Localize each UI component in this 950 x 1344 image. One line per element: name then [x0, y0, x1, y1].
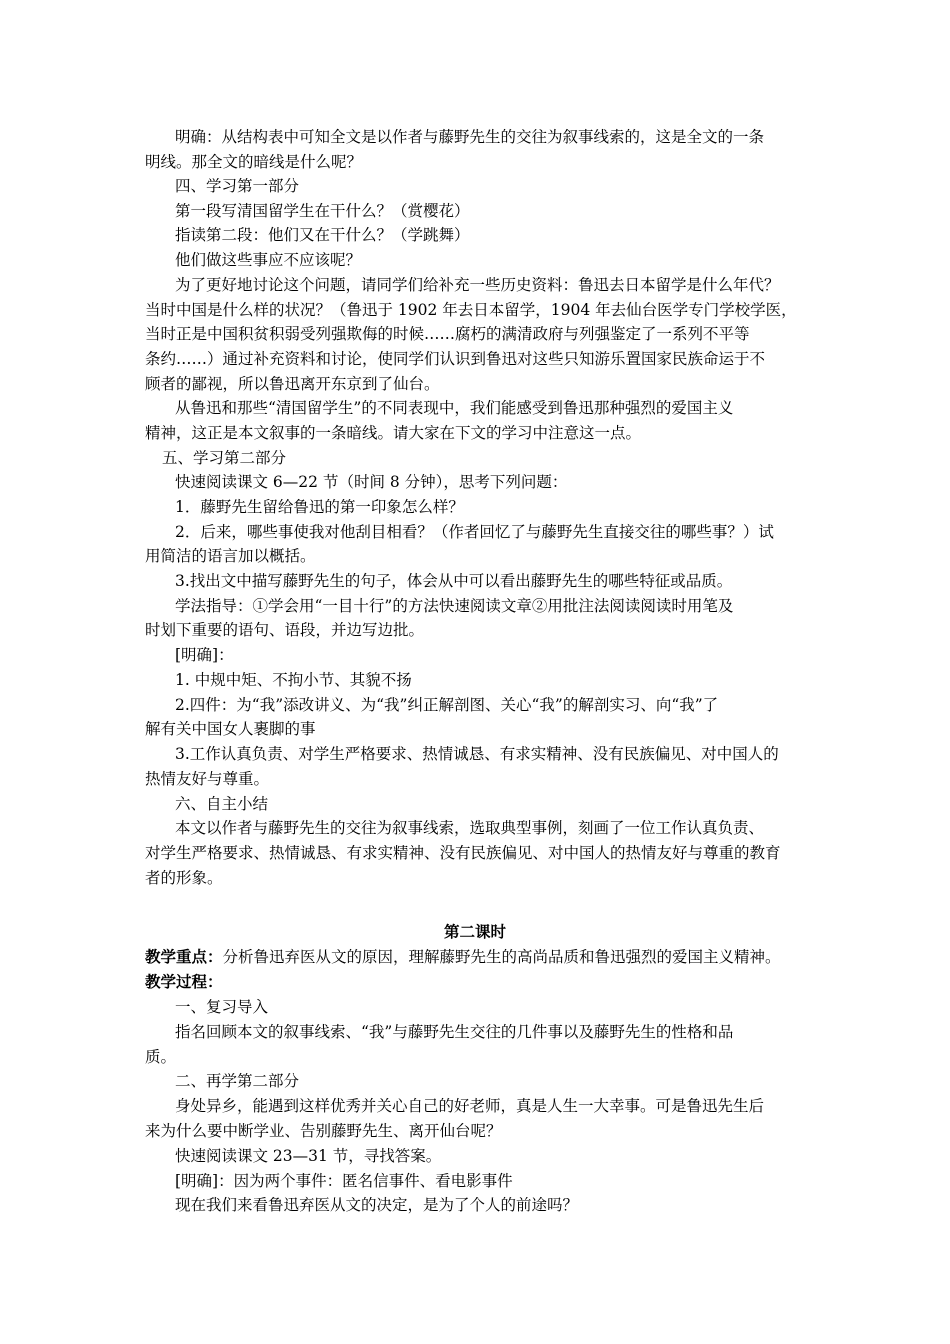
answer-item-2: 2.四件：为“我”添改讲义、为“我”纠正解剖图、关心“我”的解剖实习、向“我”了 — [175, 696, 719, 714]
history-paragraph-line: 条约……）通过补充资料和讨论，使同学们认识到鲁迅对这些只知游乐置国家民族命运于不 — [145, 350, 766, 368]
history-paragraph-line: 当时正是中国积贫积弱受列强欺侮的时候……腐朽的满清政府与列强鉴定了一系列不平等 — [145, 325, 750, 343]
method-guide-line: 学法指导：①学会用“一目十行”的方法快速阅读文章②用批注法阅读阅读时用笔及 — [175, 597, 734, 615]
review-line: 指名回顾本文的叙事线索、“我”与藤野先生交往的几件事以及藤野先生的性格和品 — [175, 1023, 734, 1041]
task-item-2: 2．后来，哪些事使我对他刮目相看？（作者回忆了与藤野先生直接交往的哪些事？）试 — [175, 523, 774, 541]
section-heading-6: 六、自主小结 — [175, 795, 269, 813]
teaching-process-label: 教学过程： — [145, 972, 223, 991]
lesson-title: 第二课时 — [443, 922, 506, 941]
question-line: 现在我们来看鲁迅弃医从文的决定，是为了个人的前途吗？ — [175, 1196, 579, 1214]
discussion-line: 身处异乡，能遇到这样优秀并关心自己的好老师，真是人生一大幸事。可是鲁迅先生后 — [175, 1097, 765, 1115]
discussion-line: 来为什么要中断学业、告别藤野先生、离开仙台呢？ — [145, 1122, 502, 1140]
answer-item-2: 解有关中国女人裹脚的事 — [145, 720, 316, 738]
summary-line: 对学生严格要求、热情诚恳、有求实精神、没有民族偏见、对中国人的热情友好与尊重的教育 — [145, 844, 781, 862]
answer-item-3: 3.工作认真负责、对学生严格要求、热情诚恳、有求实精神、没有民族偏见、对中国人的 — [175, 745, 779, 763]
section-heading-4: 四、学习第一部分 — [175, 177, 300, 195]
section-heading-5: 五、学习第二部分 — [162, 449, 287, 467]
teaching-focus-label: 教学重点： — [145, 947, 223, 966]
question-line: 他们做这些事应不应该呢？ — [175, 251, 362, 269]
clarify-paragraph-line: 明确：从结构表中可知全文是以作者与藤野先生的交往为叙事线索的，这是全文的一条 — [175, 128, 765, 146]
summary-line: 者的形象。 — [145, 869, 223, 887]
task-item-2: 用简洁的语言加以概括。 — [145, 547, 316, 565]
question-line: 指读第二段：他们又在干什么？（学跳舞） — [175, 226, 470, 244]
answer-item-3: 热情友好与尊重。 — [145, 770, 270, 788]
teaching-focus-text: 分析鲁迅弃医从文的原因，理解藤野先生的高尚品质和鲁迅强烈的爱国主义精神。 — [222, 948, 781, 966]
reading-task-line: 快速阅读课文 6—22 节（时间 8 分钟），思考下列问题： — [175, 473, 568, 491]
teaching-focus — [145, 945, 781, 969]
answer-item-1: 1. 中规中矩、不拘小节、其貌不扬 — [175, 671, 412, 689]
summary-line: 本文以作者与藤野先生的交往为叙事线索，选取典型事例，刻画了一位工作认真负责、 — [175, 819, 765, 837]
history-paragraph-line: 为了更好地讨论这个问题，请同学们给补充一些历史资料：鲁迅去日本留学是什么年代？ — [175, 276, 780, 294]
task-item-3: 3.找出文中描写藤野先生的句子，体会从中可以看出藤野先生的哪些特征或品质。 — [175, 572, 733, 590]
answer-label: [明确]： — [175, 646, 234, 664]
task-item-1: 1．藤野先生留给鲁迅的第一印象怎么样？ — [175, 498, 464, 516]
method-guide-line: 时划下重要的语句、语段，并边写边批。 — [145, 621, 425, 639]
clarify-line: [明确]：因为两个事件：匿名信事件、看电影事件 — [175, 1172, 513, 1190]
section-heading-relearn: 二、再学第二部分 — [175, 1072, 300, 1090]
reading-task-line: 快速阅读课文 23—31 节，寻找答案。 — [175, 1147, 442, 1165]
history-paragraph-line: 顾者的鄙视，所以鲁迅离开东京到了仙台。 — [145, 375, 440, 393]
review-line: 质。 — [145, 1048, 177, 1066]
patriotism-paragraph-line: 精神，这正是本文叙事的一条暗线。请大家在下文的学习中注意这一点。 — [145, 424, 642, 442]
section-heading-review: 一、复习导入 — [175, 998, 269, 1016]
patriotism-paragraph-line: 从鲁迅和那些“清国留学生”的不同表现中，我们能感受到鲁迅那种强烈的爱国主义 — [175, 399, 734, 417]
question-line: 第一段写清国留学生在干什么？（赏樱花） — [175, 202, 470, 220]
clarify-paragraph-line: 明线。那全文的暗线是什么呢？ — [145, 153, 363, 171]
history-paragraph-line: 当时中国是什么样的状况？（鲁迅于 1902 年去日本留学，1904 年去仙台医学专门学校学医， — [145, 301, 797, 319]
